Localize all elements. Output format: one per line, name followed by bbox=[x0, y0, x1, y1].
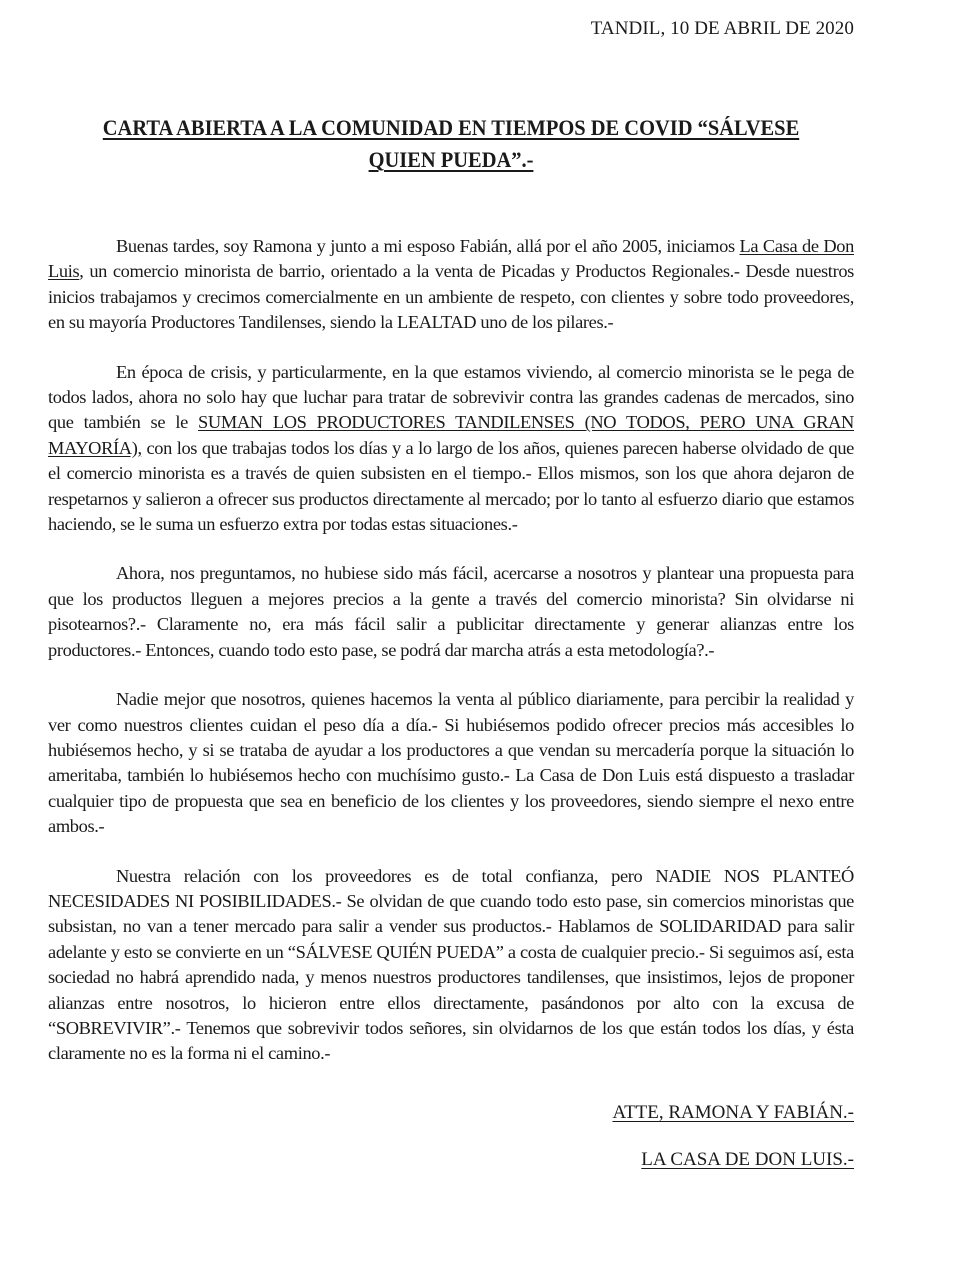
paragraph-text: Ahora, nos preguntamos, no hubiese sido más fácil, acercarse a nosotros y plantear una propuesta para que los productos lleguen a mejores precios a la gente a través del comercio minorista? Sin olvidarse ni pisotearnos?.- Claramente no, era más fácil salir a publicitar directamente y generar alianzas entre los productores.- Entonces, cuando todo esto pase, se podrá dar marcha atrás a esta metodología?.- bbox=[48, 563, 854, 660]
paragraph-text: Nuestra relación con los proveedores es de total confianza, pero NADIE NOS PLANTEÓ NECESIDADES NI POSIBILIDADES.- Se olvidan de que cuando todo esto pase, sin comercios minoristas que subsistan, no van a tener mercado para salir a vender sus productos.- Hablamos de SOLIDARIDAD para salir adelante y esto se convierte en un “SÁLVESE QUIÉN PUEDA” a costa de cualquier precio.- Si seguimos así, esta sociedad no habrá aprendido nada, y menos nuestros productores tandilenses, que insistimos, lejos de proponer alianzas entre nosotros, lo hicieron entre ellos directamente, pasándonos por alto con la excusa de “SOBREVIVIR”.- Tenemos que sobrevivir todos señores, sin olvidarnos de los que están todos los días, y ésta claramente no es la forma ni el camino.- bbox=[48, 865, 854, 1064]
letter-date: TANDIL, 10 DE ABRIL DE 2020 bbox=[590, 18, 854, 39]
paragraph-text: En época de crisis, y particularmente, en la que estamos viviendo, al comercio minorista se le pega de todos lados, ahora no solo hay que luchar para tratar de sobrevivir contra las grandes cadenas de mercados, sino que también se le bbox=[48, 361, 854, 433]
title-line-2: QUIEN PUEDA”.- bbox=[368, 147, 534, 172]
store-name-underlined: La Casa de Don Luis bbox=[48, 236, 854, 282]
letter-body bbox=[48, 234, 854, 1091]
paragraph-4 bbox=[48, 687, 854, 839]
letter-title bbox=[76, 112, 826, 176]
signature-names: ATTE, RAMONA Y FABIÁN.- bbox=[612, 1102, 854, 1123]
paragraph-1 bbox=[48, 234, 854, 336]
title-line-1: CARTA ABIERTA A LA COMUNIDAD EN TIEMPOS DE COVID “SÁLVESE bbox=[102, 115, 800, 140]
paragraph-3 bbox=[48, 561, 854, 663]
signature-store: LA CASA DE DON LUIS.- bbox=[641, 1149, 854, 1170]
paragraph-text: , un comercio minorista de barrio, orientado a la venta de Picadas y Productos Regionales.- Desde nuestros inicios trabajamos y crecimos comercialmente en un ambiente de respeto, con clientes y sobre todo proveedores, en su mayoría Productores Tandilenses, siendo la LEALTAD uno de los pilares.- bbox=[48, 261, 854, 333]
producers-underlined: SUMAN LOS PRODUCTORES TANDILENSES (NO TODOS, PERO UNA GRAN MAYORÍA), bbox=[48, 412, 854, 458]
paragraph-text: con los que trabajas todos los días y a lo largo de los años, quienes parecen haberse olvidado de que el comercio minorista es a través de quien subsisten en el tiempo.- Ellos mismos, son los que ahora dejaron de respetarnos y salieron a ofrecer sus productos directamente al mercado; por lo tanto al esfuerzo diario que estamos haciendo, se le suma un esfuerzo extra por todas estas situaciones.- bbox=[48, 437, 854, 535]
paragraph-5 bbox=[48, 864, 854, 1067]
paragraph-text: Buenas tardes, soy Ramona y junto a mi esposo Fabián, allá por el año 2005, iniciamos bbox=[116, 236, 740, 256]
paragraph-2 bbox=[48, 360, 854, 538]
paragraph-text: Nadie mejor que nosotros, quienes hacemos la venta al público diariamente, para percibir la realidad y ver como nuestros clientes cuidan el peso día a día.- Si hubiésemos podido ofrecer precios más accesibles lo hubiésemos hecho, y si se trataba de ayudar a los productores a que vendan su mercadería porque la situación lo ameritaba, también lo hubiésemos hecho con muchísimo gusto.- La Casa de Don Luis está dispuesto a trasladar cualquier tipo de propuesta que sea en beneficio de los clientes y los proveedores, siendo siempre el nexo entre ambos.- bbox=[48, 689, 854, 837]
